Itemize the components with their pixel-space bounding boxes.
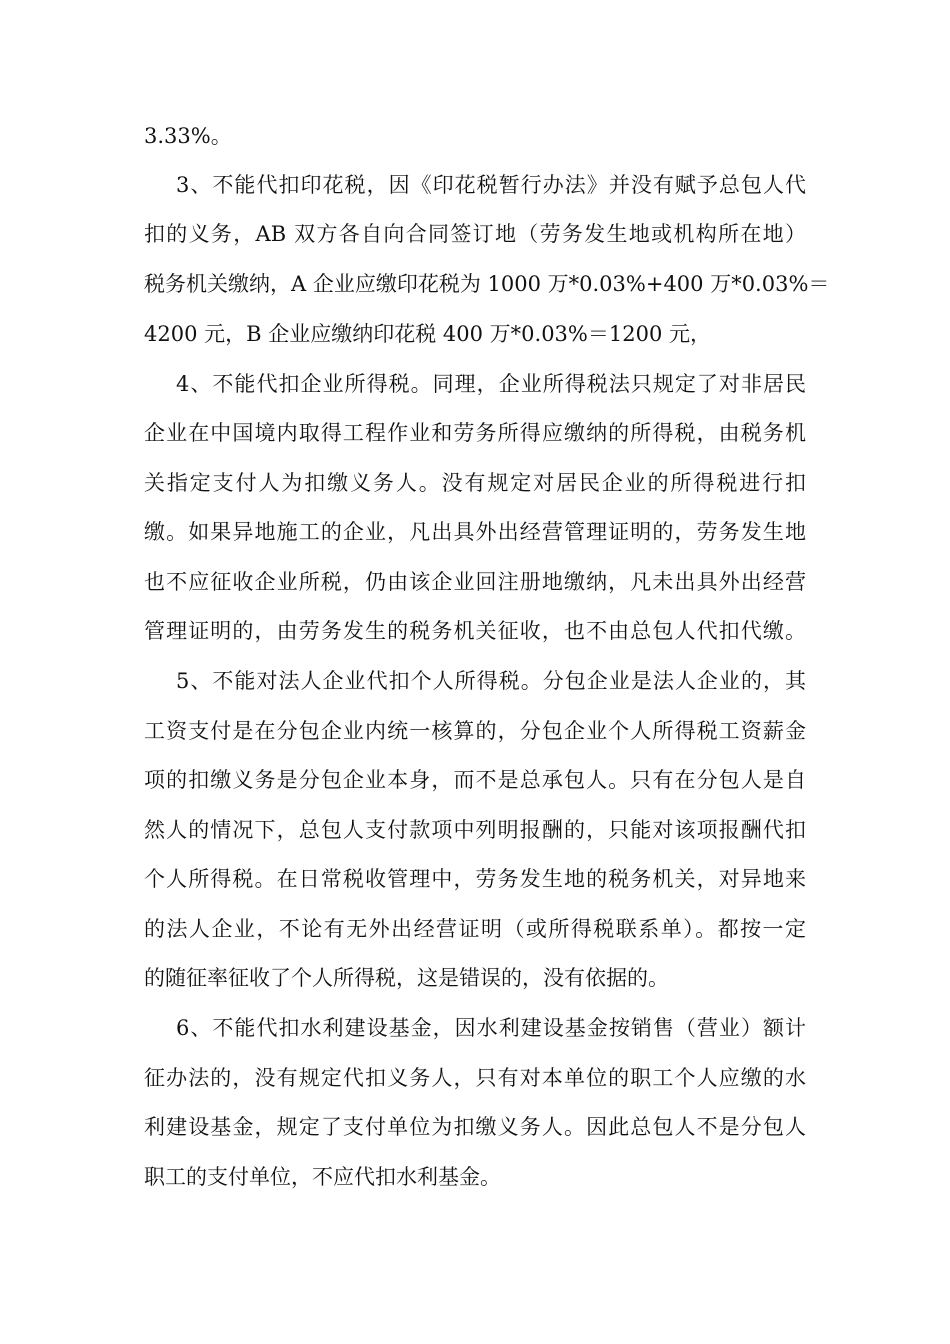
text-line: 3、不能代扣印花税，因《印花税暂行办法》并没有赋予总包人代 (176, 173, 806, 197)
text-line: 缴。如果异地施工的企业，凡出具外出经营管理证明的，劳务发生地 (144, 520, 806, 544)
text-line: 的随征率征收了个人所得税，这是错误的，没有依据的。 (144, 966, 669, 990)
text-line: 扣的义务，AB 双方各自向合同签订地（劳务发生地或机构所在地） (144, 222, 806, 246)
text-line: 税务机关缴纳，A 企业应缴印花税为 1000 万*0.03%+400 万*0.03%＝ (144, 272, 830, 296)
text-line: 5、不能对法人企业代扣个人所得税。分包企业是法人企业的，其 (176, 669, 806, 693)
text-line: 工资支付是在分包企业内统一核算的，分包企业个人所得税工资薪金 (144, 719, 806, 743)
text-line: 的法人企业，不论有无外出经营证明（或所得税联系单）。都按一定 (144, 917, 806, 941)
text-line: 然人的情况下，总包人支付款项中列明报酬的，只能对该项报酬代扣 (144, 818, 806, 842)
text-line: 管理证明的，由劳务发生的税务机关征收，也不由总包人代扣代缴。 (144, 619, 806, 643)
text-line: 征办法的，没有规定代扣义务人，只有对本单位的职工个人应缴的水 (144, 1066, 806, 1090)
text-line: 关指定支付人为扣缴义务人。没有规定对居民企业的所得税进行扣 (144, 471, 806, 495)
text-line: 也不应征收企业所税，仍由该企业回注册地缴纳，凡未出具外出经营 (144, 570, 806, 594)
text-line: 企业在中国境内取得工程作业和劳务所得应缴纳的所得税，由税务机 (144, 421, 806, 445)
text-line: 个人所得税。在日常税收管理中，劳务发生地的税务机关，对异地来 (144, 867, 806, 891)
text-line: 6、不能代扣水利建设基金，因水利建设基金按销售（营业）额计 (176, 1016, 806, 1040)
text-line: 3.33%。 (144, 124, 232, 148)
text-line: 4、不能代扣企业所得税。同理，企业所得税法只规定了对非居民 (176, 372, 806, 396)
text-line: 项的扣缴义务是分包企业本身，而不是总承包人。只有在分包人是自 (144, 768, 806, 792)
text-line: 职工的支付单位，不应代扣水利基金。 (144, 1165, 501, 1189)
text-line: 4200 元，B 企业应缴纳印花税 400 万*0.03%＝1200 元， (144, 322, 711, 346)
text-line: 利建设基金，规定了支付单位为扣缴义务人。因此总包人不是分包人 (144, 1115, 806, 1139)
